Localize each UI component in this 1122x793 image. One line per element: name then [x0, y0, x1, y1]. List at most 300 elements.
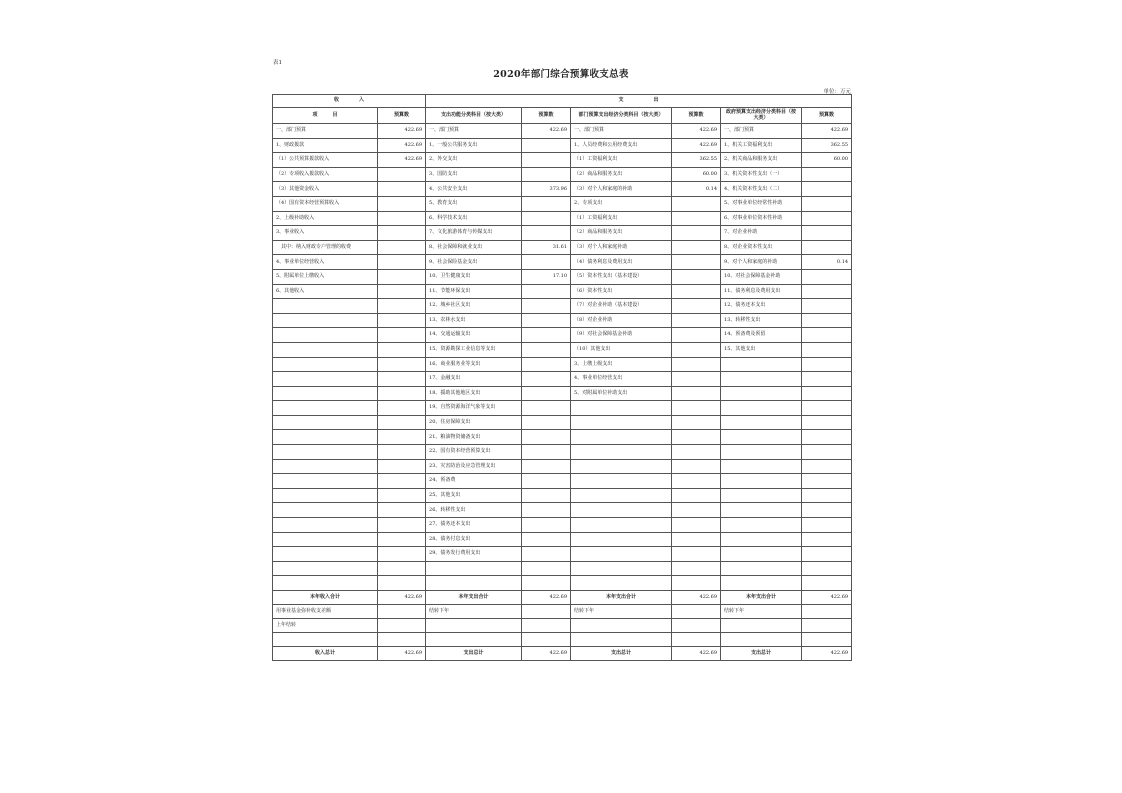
func-value	[522, 386, 571, 401]
func-item: 21、粮油物资储备支出	[426, 430, 522, 445]
dept-econ-item	[571, 633, 672, 647]
table-row	[273, 445, 852, 460]
table-row	[273, 124, 852, 139]
func-item: 22、国有资本经营预算支出	[426, 445, 522, 460]
gov-econ-value	[802, 445, 852, 460]
func-item: 28、债务付息支出	[426, 532, 522, 547]
income-value	[378, 518, 426, 533]
income-value	[378, 255, 426, 270]
income-item: （4）国有资本经营预算收入	[273, 196, 378, 211]
income-item: 6、其他收入	[273, 284, 378, 299]
table-row	[273, 605, 852, 619]
gov-econ-item: 15、其他支出	[721, 342, 802, 357]
dept-econ-value	[672, 430, 721, 445]
grand-income-total-label: 收入总计	[273, 647, 378, 661]
dept-econ-item: 一、部门预算	[571, 124, 672, 139]
table-row	[273, 372, 852, 387]
income-item	[273, 633, 378, 647]
dept-econ-value: 60.00	[672, 167, 721, 182]
year-dept-total-value: 422.69	[672, 591, 721, 605]
gov-econ-value: 362.55	[802, 138, 852, 153]
col-header-budget: 预算数	[378, 108, 426, 124]
income-value	[378, 299, 426, 314]
year-income-total-value: 422.69	[378, 591, 426, 605]
func-value: 373.96	[522, 182, 571, 197]
year-func-total-label: 本年支出合计	[426, 591, 522, 605]
func-value: 422.69	[522, 124, 571, 139]
income-item	[273, 547, 378, 562]
col-header-budget: 预算数	[522, 108, 571, 124]
dept-econ-item: （3）对个人和家庭的补助	[571, 182, 672, 197]
gov-econ-item: 12、债务还本支出	[721, 299, 802, 314]
table-row	[273, 503, 852, 518]
dept-econ-value	[672, 299, 721, 314]
gov-econ-item	[721, 518, 802, 533]
func-value: 31.61	[522, 240, 571, 255]
func-item: 12、城乡社区支出	[426, 299, 522, 314]
func-item: 16、商业服务业等支出	[426, 357, 522, 372]
col-header-item: 项 目	[273, 108, 378, 124]
table-row	[273, 633, 852, 647]
income-value	[378, 226, 426, 241]
dept-econ-item	[571, 459, 672, 474]
dept-econ-value	[672, 269, 721, 284]
gov-econ-value	[802, 167, 852, 182]
func-item: 11、节能环保支出	[426, 284, 522, 299]
dept-econ-value	[672, 503, 721, 518]
income-value	[378, 605, 426, 619]
gov-econ-item: 14、预备费及预留	[721, 328, 802, 343]
income-item: 3、事业收入	[273, 226, 378, 241]
gov-econ-value	[802, 328, 852, 343]
income-value: 422.69	[378, 138, 426, 153]
dept-econ-item	[571, 503, 672, 518]
income-item: （1）公共预算拨款收入	[273, 153, 378, 168]
gov-econ-item: 结转下年	[721, 605, 802, 619]
col-header-func: 支出功能分类科目（按大类）	[426, 108, 522, 124]
func-value	[522, 167, 571, 182]
dept-econ-item: 3、上缴上级支出	[571, 357, 672, 372]
income-item	[273, 415, 378, 430]
income-value	[378, 342, 426, 357]
table-row	[273, 357, 852, 372]
table-row	[273, 474, 852, 489]
func-item: 25、其他支出	[426, 488, 522, 503]
dept-econ-value	[672, 342, 721, 357]
gov-econ-item	[721, 547, 802, 562]
year-income-total-label: 本年收入合计	[273, 591, 378, 605]
income-item	[273, 372, 378, 387]
dept-econ-value	[672, 328, 721, 343]
func-value	[522, 415, 571, 430]
income-value	[378, 167, 426, 182]
income-item	[273, 328, 378, 343]
gov-econ-value	[802, 518, 852, 533]
income-item: 一、部门预算	[273, 124, 378, 139]
income-value	[378, 430, 426, 445]
table-row	[273, 196, 852, 211]
table-row	[273, 299, 852, 314]
gov-econ-value	[802, 342, 852, 357]
func-item: 18、援助其他地区支出	[426, 386, 522, 401]
gov-econ-item	[721, 386, 802, 401]
income-value	[378, 386, 426, 401]
dept-econ-item: 2、专项支出	[571, 196, 672, 211]
func-item: 23、灾害防治及应急管理支出	[426, 459, 522, 474]
dept-econ-item: （1）工资福利支出	[571, 153, 672, 168]
gov-econ-item	[721, 401, 802, 416]
dept-econ-value	[672, 576, 721, 591]
income-item: （3）其他资金收入	[273, 182, 378, 197]
func-value	[522, 445, 571, 460]
income-item: 用事业基金弥补收支差额	[273, 605, 378, 619]
income-value	[378, 313, 426, 328]
gov-econ-item	[721, 532, 802, 547]
grand-dept-total-value: 422.69	[672, 647, 721, 661]
year-dept-total-label: 本年支出合计	[571, 591, 672, 605]
func-value	[522, 196, 571, 211]
func-value	[522, 284, 571, 299]
gov-econ-item	[721, 561, 802, 576]
table-row	[273, 342, 852, 357]
income-item	[273, 386, 378, 401]
gov-econ-value	[802, 386, 852, 401]
income-value	[378, 284, 426, 299]
gov-econ-value	[802, 503, 852, 518]
dept-econ-item: 5、对附属单位补助支出	[571, 386, 672, 401]
gov-econ-value	[802, 284, 852, 299]
table-row	[273, 386, 852, 401]
dept-econ-value	[672, 211, 721, 226]
group-header-row	[273, 95, 852, 108]
gov-econ-value	[802, 299, 852, 314]
gov-econ-item: 4、机关资本性支出（二）	[721, 182, 802, 197]
func-value	[522, 138, 571, 153]
year-gov-total-value: 422.69	[802, 591, 852, 605]
func-value	[522, 226, 571, 241]
table-row	[273, 415, 852, 430]
table-row	[273, 459, 852, 474]
gov-econ-value	[802, 532, 852, 547]
dept-econ-value	[672, 459, 721, 474]
gov-econ-value	[802, 474, 852, 489]
income-item	[273, 342, 378, 357]
func-item: 2、外交支出	[426, 153, 522, 168]
func-item	[426, 619, 522, 633]
table-row	[273, 619, 852, 633]
func-value	[522, 576, 571, 591]
gov-econ-value	[802, 415, 852, 430]
gov-econ-value	[802, 182, 852, 197]
gov-econ-item	[721, 619, 802, 633]
dept-econ-item: （8）对企业补助	[571, 313, 672, 328]
income-value	[378, 415, 426, 430]
func-item: 结转下年	[426, 605, 522, 619]
table-row	[273, 167, 852, 182]
gov-econ-item: 10、对社会保障基金补助	[721, 269, 802, 284]
table-row	[273, 401, 852, 416]
gov-econ-value	[802, 488, 852, 503]
dept-econ-item: 1、人员经费和公用经费支出	[571, 138, 672, 153]
dept-econ-item: 4、事业单位经营支出	[571, 372, 672, 387]
func-value	[522, 547, 571, 562]
dept-econ-value	[672, 226, 721, 241]
gov-econ-item	[721, 488, 802, 503]
dept-econ-value	[672, 619, 721, 633]
table-row	[273, 269, 852, 284]
func-item: 15、资源勘探工业信息等支出	[426, 342, 522, 357]
dept-econ-item: （10）其他支出	[571, 342, 672, 357]
dept-econ-value	[672, 372, 721, 387]
gov-econ-item	[721, 503, 802, 518]
func-item: 24、预备费	[426, 474, 522, 489]
dept-econ-item	[571, 576, 672, 591]
table-row	[273, 430, 852, 445]
gov-econ-item	[721, 430, 802, 445]
func-value	[522, 313, 571, 328]
gov-econ-item: 7、对企业补助	[721, 226, 802, 241]
gov-econ-value	[802, 401, 852, 416]
income-item	[273, 445, 378, 460]
gov-econ-item	[721, 445, 802, 460]
income-value	[378, 357, 426, 372]
income-item: 5、附属单位上缴收入	[273, 269, 378, 284]
table-row	[273, 518, 852, 533]
grand-dept-total-label: 支出总计	[571, 647, 672, 661]
gov-econ-value	[802, 240, 852, 255]
income-item	[273, 430, 378, 445]
grand-gov-total-value: 422.69	[802, 647, 852, 661]
gov-econ-value	[802, 196, 852, 211]
func-value	[522, 299, 571, 314]
func-value	[522, 532, 571, 547]
gov-econ-value	[802, 211, 852, 226]
income-value	[378, 372, 426, 387]
income-item: 上年结转	[273, 619, 378, 633]
income-value	[378, 619, 426, 633]
dept-econ-value	[672, 357, 721, 372]
dept-econ-value: 422.69	[672, 138, 721, 153]
income-value	[378, 633, 426, 647]
dept-econ-item: （2）商品和服务支出	[571, 167, 672, 182]
gov-econ-value: 422.69	[802, 124, 852, 139]
func-value	[522, 488, 571, 503]
gov-econ-value: 0.14	[802, 255, 852, 270]
income-value	[378, 561, 426, 576]
table-row	[273, 328, 852, 343]
dept-econ-item: （7）对企业补助（基本建设）	[571, 299, 672, 314]
func-item: 9、社会保险基金支出	[426, 255, 522, 270]
dept-econ-value	[672, 240, 721, 255]
func-item: 5、教育支出	[426, 196, 522, 211]
income-value	[378, 240, 426, 255]
income-value	[378, 401, 426, 416]
gov-econ-item	[721, 633, 802, 647]
grand-total-row	[273, 647, 852, 661]
gov-econ-item	[721, 415, 802, 430]
table-row	[273, 240, 852, 255]
func-item	[426, 633, 522, 647]
gov-econ-item	[721, 357, 802, 372]
func-item: 20、住房保障支出	[426, 415, 522, 430]
dept-econ-item: （6）资本性支出	[571, 284, 672, 299]
grand-func-total-label: 支出总计	[426, 647, 522, 661]
table-row	[273, 488, 852, 503]
func-item: 6、科学技术支出	[426, 211, 522, 226]
dept-econ-item: （2）商品和服务支出	[571, 226, 672, 241]
dept-econ-value	[672, 255, 721, 270]
income-value	[378, 474, 426, 489]
gov-econ-item: 1、机关工资福利支出	[721, 138, 802, 153]
dept-econ-item	[571, 532, 672, 547]
income-value	[378, 269, 426, 284]
table-row	[273, 153, 852, 168]
table-row	[273, 547, 852, 562]
income-item: （2）专项收入拨款收入	[273, 167, 378, 182]
dept-econ-item: （9）对社会保障基金补助	[571, 328, 672, 343]
gov-econ-item: 2、机关商品和服务支出	[721, 153, 802, 168]
func-value	[522, 430, 571, 445]
func-item: 13、农林水支出	[426, 313, 522, 328]
func-value	[522, 153, 571, 168]
gov-econ-value	[802, 226, 852, 241]
budget-summary-table	[272, 94, 852, 661]
col-header-budget: 预算数	[802, 108, 852, 124]
grand-func-total-value: 422.69	[522, 647, 571, 661]
income-item	[273, 532, 378, 547]
sheet-label: 表1	[273, 60, 282, 66]
table-row	[273, 226, 852, 241]
document-title: 2020年部门综合预算收支总表	[493, 69, 629, 80]
dept-econ-value	[672, 605, 721, 619]
gov-econ-value	[802, 357, 852, 372]
table-row	[273, 211, 852, 226]
income-item: 2、上级补助收入	[273, 211, 378, 226]
table-row	[273, 182, 852, 197]
grand-income-total-value: 422.69	[378, 647, 426, 661]
col-header-budget: 预算数	[672, 108, 721, 124]
dept-econ-item: （4）债务利息及费用支出	[571, 255, 672, 270]
dept-econ-item	[571, 619, 672, 633]
income-item	[273, 313, 378, 328]
gov-econ-value	[802, 269, 852, 284]
dept-econ-item	[571, 415, 672, 430]
dept-econ-value	[672, 633, 721, 647]
year-func-total-value: 422.69	[522, 591, 571, 605]
dept-econ-item	[571, 561, 672, 576]
dept-econ-value	[672, 284, 721, 299]
gov-econ-value	[802, 430, 852, 445]
dept-econ-value: 0.14	[672, 182, 721, 197]
gov-econ-value	[802, 576, 852, 591]
gov-econ-value	[802, 561, 852, 576]
func-item: 7、文化旅游体育与传媒支出	[426, 226, 522, 241]
gov-econ-item	[721, 474, 802, 489]
gov-econ-item: 8、对企业资本性支出	[721, 240, 802, 255]
func-value	[522, 401, 571, 416]
table-row	[273, 561, 852, 576]
func-item	[426, 561, 522, 576]
income-value	[378, 196, 426, 211]
gov-econ-item: 11、债务利息及费用支出	[721, 284, 802, 299]
income-item	[273, 299, 378, 314]
gov-econ-value	[802, 372, 852, 387]
dept-econ-item	[571, 445, 672, 460]
income-item	[273, 459, 378, 474]
func-value	[522, 633, 571, 647]
dept-econ-item	[571, 488, 672, 503]
year-gov-total-label: 本年支出合计	[721, 591, 802, 605]
dept-econ-value	[672, 415, 721, 430]
grand-gov-total-label: 支出总计	[721, 647, 802, 661]
dept-econ-value	[672, 196, 721, 211]
func-item: 29、债务发行费用支出	[426, 547, 522, 562]
table-row	[273, 138, 852, 153]
dept-econ-value: 422.69	[672, 124, 721, 139]
income-value	[378, 459, 426, 474]
income-value	[378, 328, 426, 343]
income-value	[378, 488, 426, 503]
income-item	[273, 401, 378, 416]
column-header-row	[273, 108, 852, 124]
func-value	[522, 372, 571, 387]
func-item: 10、卫生健康支出	[426, 269, 522, 284]
income-item	[273, 357, 378, 372]
gov-econ-value: 60.00	[802, 153, 852, 168]
gov-econ-item: 一、部门预算	[721, 124, 802, 139]
income-item: 4、事业单位经营收入	[273, 255, 378, 270]
func-item: 8、社会保障和就业支出	[426, 240, 522, 255]
func-value	[522, 605, 571, 619]
func-item: 27、债务还本支出	[426, 518, 522, 533]
dept-econ-value	[672, 532, 721, 547]
func-value	[522, 619, 571, 633]
dept-econ-item	[571, 547, 672, 562]
dept-econ-value	[672, 488, 721, 503]
table-row	[273, 313, 852, 328]
dept-econ-value	[672, 386, 721, 401]
gov-econ-value	[802, 619, 852, 633]
dept-econ-value	[672, 561, 721, 576]
income-item: 其中：纳入财政专户管理的收费	[273, 240, 378, 255]
table-row	[273, 532, 852, 547]
income-item	[273, 474, 378, 489]
gov-econ-item	[721, 372, 802, 387]
gov-econ-value	[802, 605, 852, 619]
func-value: 17.10	[522, 269, 571, 284]
dept-econ-item: （1）工资福利支出	[571, 211, 672, 226]
func-item: 17、金融支出	[426, 372, 522, 387]
income-value	[378, 547, 426, 562]
dept-econ-value: 362.55	[672, 153, 721, 168]
year-total-row	[273, 591, 852, 605]
func-item: 1、一般公共服务支出	[426, 138, 522, 153]
gov-econ-item	[721, 576, 802, 591]
dept-econ-item	[571, 518, 672, 533]
func-value	[522, 328, 571, 343]
income-item	[273, 503, 378, 518]
income-value: 422.69	[378, 124, 426, 139]
table-row	[273, 255, 852, 270]
dept-econ-item	[571, 474, 672, 489]
gov-econ-item: 3、机关资本性支出（一）	[721, 167, 802, 182]
func-value	[522, 342, 571, 357]
gov-econ-item: 9、对个人和家庭的补助	[721, 255, 802, 270]
col-header-dept-econ: 部门预算支出经济分类科目（按大类）	[571, 108, 672, 124]
func-value	[522, 518, 571, 533]
income-item	[273, 488, 378, 503]
dept-econ-item: （3）对个人和家庭补助	[571, 240, 672, 255]
